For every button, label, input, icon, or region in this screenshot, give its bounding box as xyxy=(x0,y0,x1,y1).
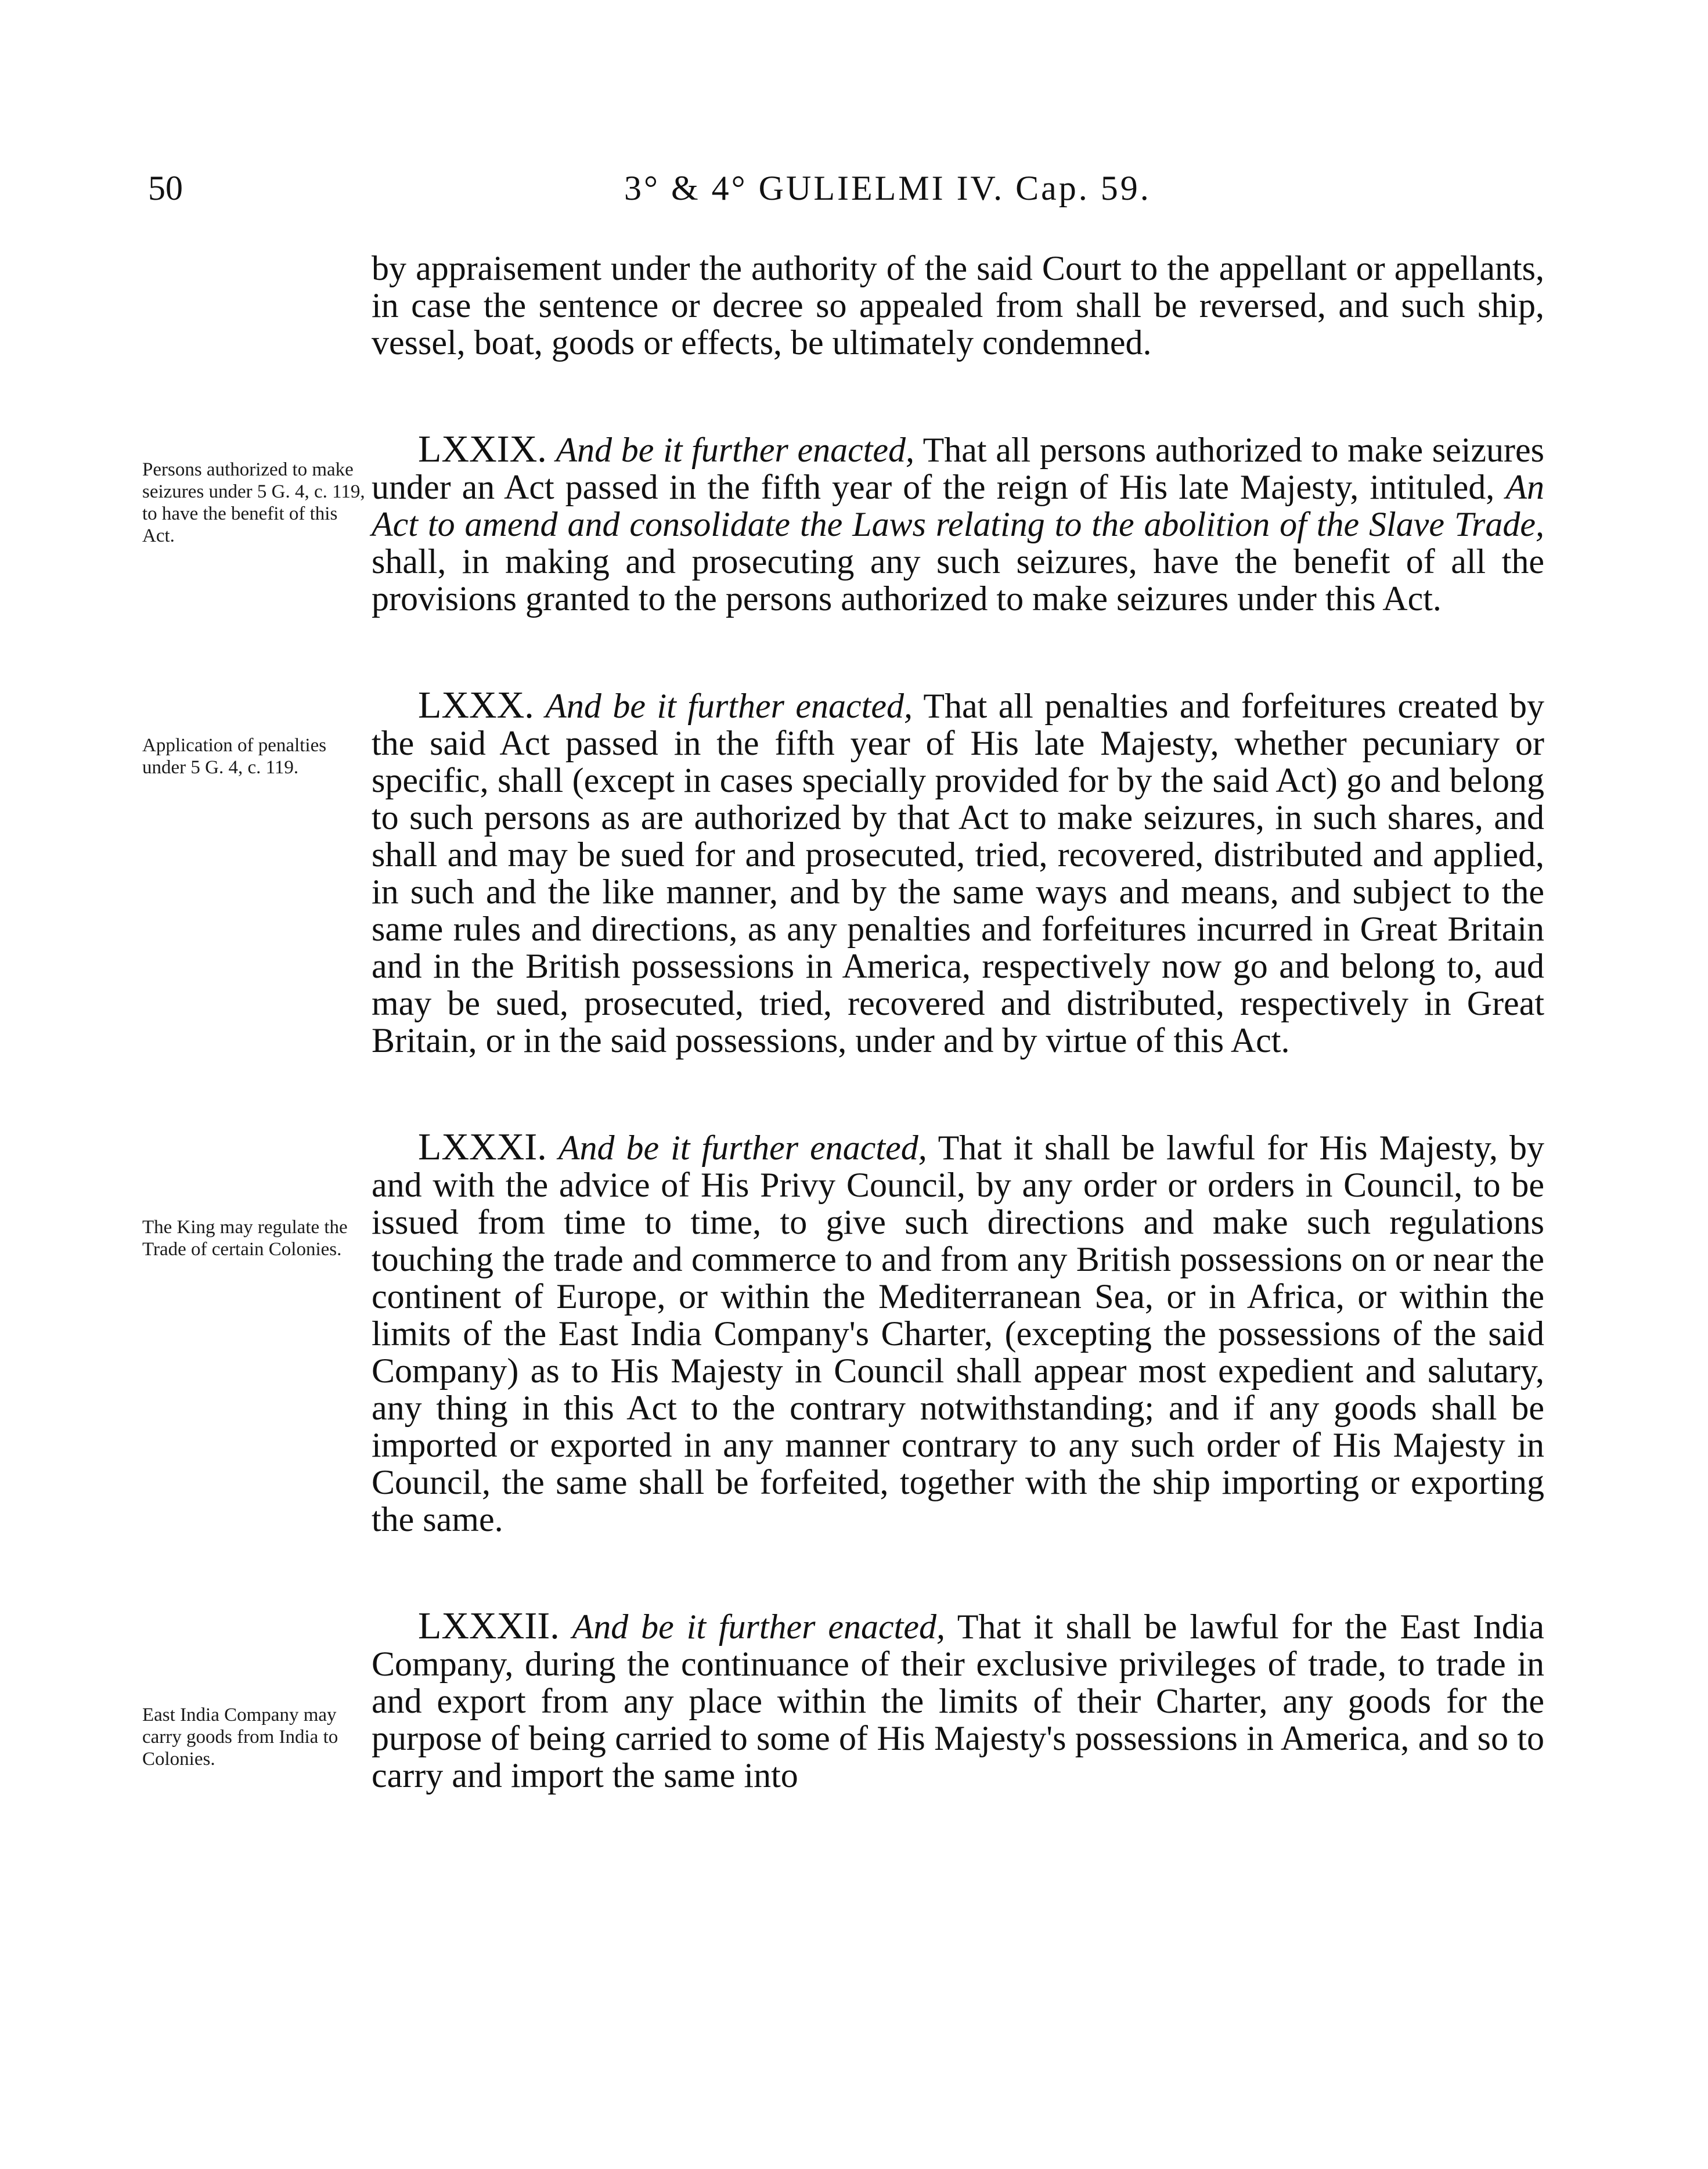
enacting-words: And be it further enacted, xyxy=(558,1129,927,1167)
running-head: 3° & 4° GULIELMI IV. Cap. 59. xyxy=(624,169,1151,207)
act-title: An Act to amend and consolidate the Laws relating to the abolition of the Slave Trade, xyxy=(372,468,1544,543)
section-number: LXXX. xyxy=(418,684,534,726)
act-body xyxy=(372,250,1544,1794)
section-number: LXXXI. xyxy=(418,1126,547,1168)
section-lxxix xyxy=(372,428,1544,618)
margin-note: Persons authorized to make seizures under 5 G. 4, c. 119, to have the benefit of this Act. xyxy=(142,459,365,546)
section-lxxxii xyxy=(372,1605,1545,1795)
margin-note: The King may regulate the Trade of certain Colonies. xyxy=(142,1217,348,1260)
paragraph-text: That it shall be lawful for His Majesty, by and with the advice of His Privy Council, by any order or orders in Council, to be issued from time to time, to give such directions and make such regulations touching the trade and commerce to and from any British possessions on or near the continent of Europe, or within the Mediterranean Sea, or in Africa, or within the limits of the East India Company's Charter, (excepting the possessions of the said Company) as to His Majesty in Council shall appear most expedient and salutary, any thing in this Act to the contrary notwithstanding; and if any goods shall be imported or exported in any manner contrary to any such order of His Majesty in Council, the same shall be forfeited, together with the ship importing or exporting the same. xyxy=(372,1129,1544,1539)
enacting-words: And be it further enacted, xyxy=(572,1608,945,1646)
margin-note: Application of penalties under 5 G. 4, c. 119. xyxy=(142,735,327,778)
enacting-words: And be it further enacted, xyxy=(545,687,913,725)
page-number: 50 xyxy=(148,169,183,207)
section-lxxxi xyxy=(372,1126,1544,1539)
section-number: LXXXII. xyxy=(418,1605,560,1647)
paragraph-text: by appraisement under the authority of the said Court to the appellant or appellants, in case the sentence or decree so appealed from shall be reversed, and such ship, vessel, boat, goods or effects, be ultimately condemned. xyxy=(372,249,1544,362)
continuation-paragraph xyxy=(372,250,1544,361)
paragraph-text: shall, in making and prosecuting any such seizures, have the benefit of all the provisions granted to the persons authorized to make seizures under this Act. xyxy=(372,542,1544,618)
paragraph-text: That it shall be lawful for the East India Company, during the continuance of their exclusive privileges of trade, to trade in and export from any place within the limits of their Charter, any goods for the purpose of being carried to some of His Majesty's possessions in America, and so to carry and import the same into xyxy=(372,1608,1545,1795)
paragraph-text: That all persons authorized to make seizures under an Act passed in the fifth year of the reign of His late Majesty, intituled, xyxy=(372,431,1544,506)
paragraph-text: That all penalties and forfeitures created by the said Act passed in the fifth year of His late Majesty, whether pecuniary or specific, shall (except in cases specially provided for by the said Act) go and belong to such persons as are authorized by that Act to make seizures, in such shares, and shall and may be sued for and prosecuted, tried, recovered, distributed and applied, in such and the like manner, and by the same ways and means, and subject to the same rules and directions, as any penalties and forfeitures incurred in Great Britain and in the British possessions in America, respectively now go and belong to, aud may be sued, prosecuted, tried, recovered and distributed, respectively in Great Britain, or in the said possessions, under and by virtue of this Act. xyxy=(372,687,1544,1060)
enacting-words: And be it further enacted, xyxy=(556,431,915,469)
section-number: LXXIX. xyxy=(418,428,547,470)
page-header xyxy=(148,168,1553,221)
section-lxxx xyxy=(372,684,1544,1060)
margin-note: East India Company may carry goods from India to Colonies. xyxy=(142,1705,338,1770)
